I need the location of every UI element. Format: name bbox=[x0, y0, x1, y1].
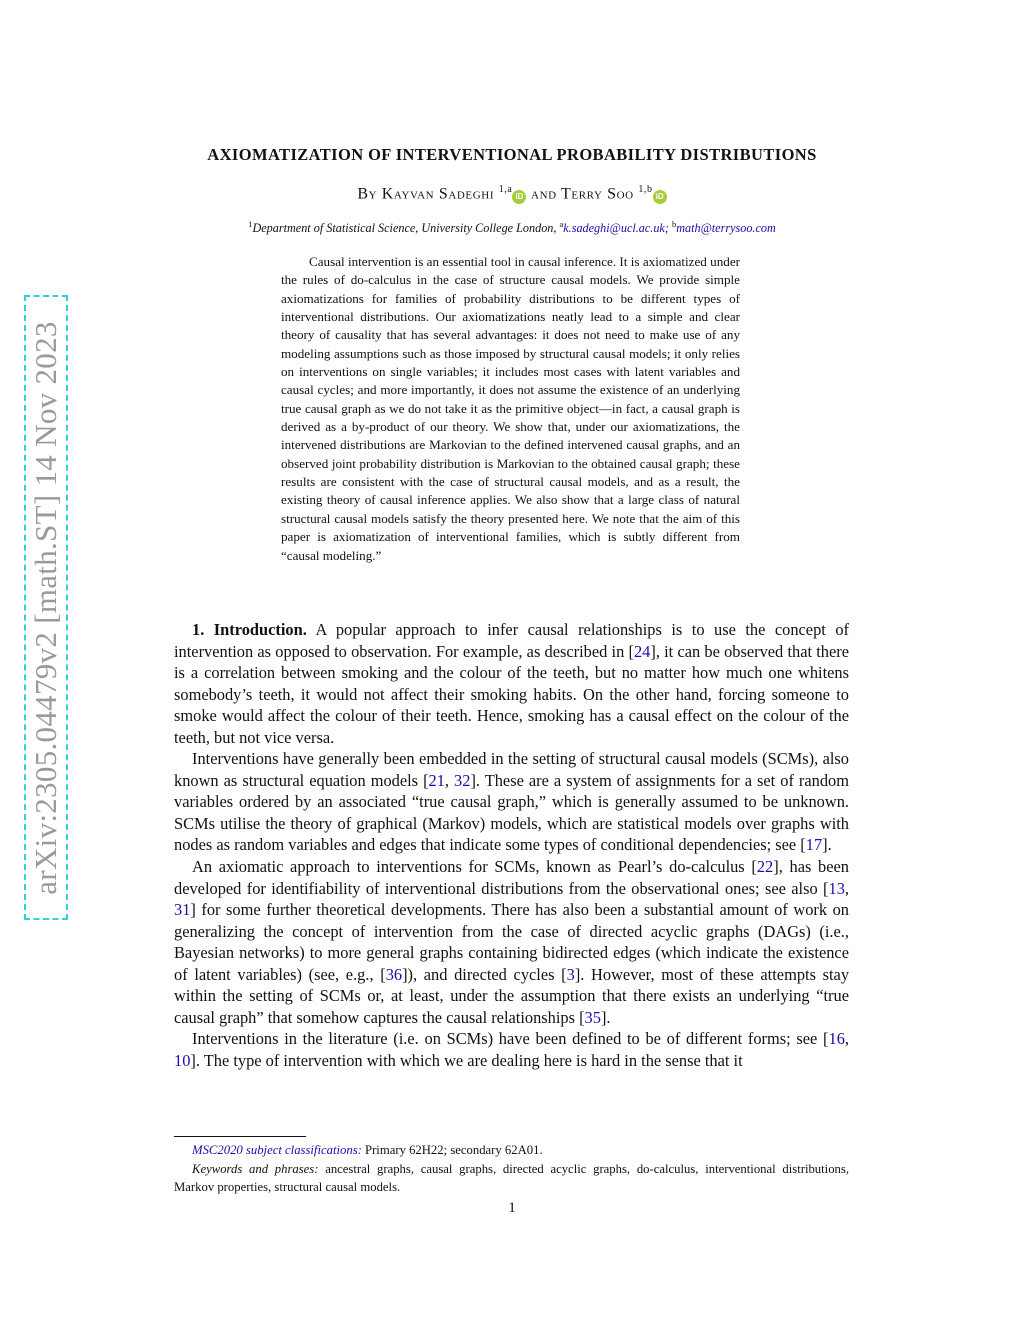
page-number: 1 bbox=[508, 1200, 516, 1216]
text-run: ], it can be observed that there is a correlation between smoking and the colour of the teeth, but no matter how much one whitens somebody’s teeth, it would not affect their smoking habits. On the other hand, forcing someone to smoke would affect the colour of their teeth. Hence, smoking has a causal effect on the colour of the teeth, but not vice versa. bbox=[174, 641, 850, 747]
and-label: and bbox=[526, 185, 561, 203]
text-run: An axiomatic approach to interventions for SCMs, known as Pearl’s do-calculus [ bbox=[192, 857, 757, 877]
citation-link[interactable]: 17 bbox=[805, 835, 823, 855]
citation-link[interactable]: 10 bbox=[174, 1050, 191, 1070]
msc-value: Primary 62H22; secondary 62A01. bbox=[361, 1143, 543, 1157]
msc-label[interactable]: MSC2020 subject classifications: bbox=[192, 1143, 362, 1157]
orcid-icon[interactable]: iD bbox=[653, 190, 667, 204]
abstract bbox=[281, 253, 740, 565]
footnotes bbox=[174, 1141, 849, 1197]
affiliation bbox=[0, 219, 1024, 236]
email-marker-b: b bbox=[671, 219, 677, 229]
keywords-label: Keywords and phrases: bbox=[192, 1161, 319, 1176]
orcid-icon[interactable]: iD bbox=[512, 190, 526, 204]
msc-footnote bbox=[174, 1141, 849, 1160]
text-run: A popular approach to infer causal relationships is to use the concept of intervention as opposed to observation. For example, as described in [ bbox=[174, 620, 849, 661]
citation-link[interactable]: 22 bbox=[756, 857, 774, 877]
text-run: , bbox=[844, 878, 849, 898]
department: Department of Statistical Science, University College London, bbox=[252, 221, 557, 236]
email-link-a[interactable]: k.sadeghi@ucl.ac.uk; bbox=[563, 221, 669, 236]
introduction-section bbox=[174, 619, 849, 1071]
text-run: ]. The type of intervention with which we are dealing here is hard in the sense that it bbox=[190, 1050, 743, 1070]
text-run: ]), and directed cycles [ bbox=[402, 964, 567, 984]
text-run: , bbox=[844, 1029, 849, 1049]
by-label: By bbox=[357, 185, 382, 203]
arxiv-stamp bbox=[24, 295, 68, 920]
citation-link[interactable]: 32 bbox=[454, 770, 471, 790]
email-link-b[interactable]: math@terrysoo.com bbox=[676, 221, 776, 236]
intro-paragraph-3 bbox=[174, 856, 849, 1028]
citation-link[interactable]: 13 bbox=[828, 878, 845, 898]
author-kayvan-sadeghi: Kayvan Sadeghi bbox=[381, 185, 495, 203]
intro-paragraph-1 bbox=[174, 619, 849, 748]
footnote-rule bbox=[174, 1136, 306, 1137]
author-line bbox=[0, 184, 1024, 204]
text-run: ]. bbox=[822, 835, 832, 855]
text-run: Interventions have generally been embedded in the setting of structural causal models (SCMs), also known as structural equation models [ bbox=[174, 749, 849, 790]
author1-affiliation-marker: 1,a bbox=[498, 184, 513, 195]
email-marker-a: a bbox=[559, 219, 564, 229]
text-run: , bbox=[444, 770, 455, 790]
citation-link[interactable]: 36 bbox=[385, 964, 403, 984]
text-run: ]. These are a system of assignments for a set of random variables ordered by an associated “true causal graph,” which is generally assumed to be unknown. SCMs utilise the theory of graphical (Markov) models, which are statistical models over graphs with nodes as random variables and edges that indicate some types of conditional dependencies; see [ bbox=[174, 770, 849, 855]
arxiv-identifier: arXiv:2305.04479v2 [math.ST] 14 Nov 2023 bbox=[28, 320, 63, 895]
intro-paragraph-2 bbox=[174, 748, 849, 856]
citation-link[interactable]: 31 bbox=[174, 900, 191, 920]
citation-link[interactable]: 16 bbox=[828, 1029, 845, 1049]
paper-title: AXIOMATIZATION OF INTERVENTIONAL PROBABILITY DISTRIBUTIONS bbox=[207, 145, 817, 164]
text-run: ]. bbox=[600, 1007, 611, 1027]
author2-affiliation-marker: 1,b bbox=[638, 184, 653, 195]
author-terry-soo: Terry Soo bbox=[561, 185, 634, 203]
citation-link[interactable]: 35 bbox=[584, 1007, 601, 1027]
text-run: ], has been developed for identifiability of interventional distributions from the observational ones; see also [ bbox=[174, 857, 849, 898]
intro-paragraph-4 bbox=[174, 1028, 849, 1071]
abstract-text: Causal intervention is an essential tool in causal inference. It is axiomatized under the rules of do-calculus in the case of structure causal models. We provide simple axiomatizations for families of probability distributions to be different types of interventional distributions. Our axiomatizations neatly lead to a simple and clear theory of causality that has several advantages: it does not need to make use of any modeling assumptions such as those imposed by structural causal models; it only relies on interventions on single variables; it includes most cases with latent variables and causal cycles; and more importantly, it does not assume the existence of an underlying true causal graph as we do not take it as the primitive object—in fact, a causal graph is derived as a by-product of our theory. We show that, under our axiomatizations, the intervened distributions are Markovian to the defined intervened causal graphs, and an observed joint probability distribution is Markovian to the obtained causal graph; these results are consistent with the case of structural causal models, and as a result, the existing theory of causal inference applies. We also show that a large class of natural structural causal models satisfy the theory presented here. We note that the aim of this paper is axiomatization of interventional families, which is subtly different from “causal modeling.” bbox=[281, 254, 740, 563]
citation-link[interactable]: 24 bbox=[633, 641, 651, 661]
affiliation-marker: 1 bbox=[248, 219, 253, 229]
keywords-footnote bbox=[174, 1160, 849, 1197]
text-run: Interventions in the literature (i.e. on SCMs) have been defined to be of different forms; see [ bbox=[192, 1029, 829, 1049]
citation-link[interactable]: 21 bbox=[428, 770, 445, 790]
text-run: ]. However, most of these attempts stay within the setting of SCMs or, at least, under the assumption that there exists an underlying “true causal graph” that somehow captures the causal relationships [ bbox=[174, 964, 850, 1027]
citation-link[interactable]: 3 bbox=[566, 964, 575, 984]
section-heading: 1. Introduction. bbox=[192, 620, 307, 639]
text-run: ] for some further theoretical developments. There has also been a substantial amount of work on generalizing the concept of intervention from the case of directed acyclic graphs (DAGs) (i.e., Bayesian networks) to more general graphs containing bidirected edges (which indicate the existence of latent variables) (see, e.g., [ bbox=[174, 900, 849, 984]
keywords-value: ancestral graphs, causal graphs, directed acyclic graphs, do-calculus, interventional distributions, Markov properties, structural causal models. bbox=[174, 1161, 850, 1194]
